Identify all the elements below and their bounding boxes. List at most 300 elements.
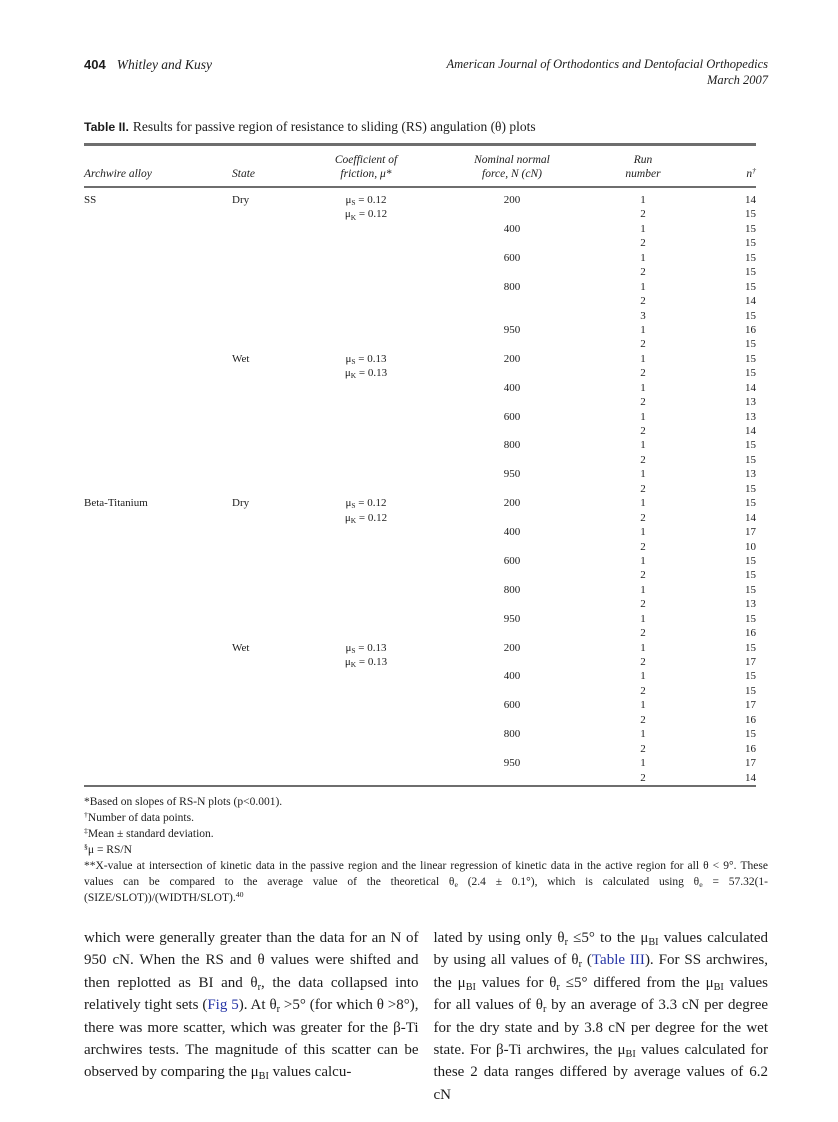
cell-n: 15: [745, 453, 756, 466]
cell-alloy: [84, 366, 232, 380]
cell-coefficient: [300, 395, 432, 409]
cell-run: 1: [640, 251, 646, 264]
cell-alloy: [84, 280, 232, 294]
cell-state: [232, 669, 300, 683]
table-row: [84, 467, 756, 481]
cell-run: 2: [640, 208, 646, 221]
footnotes: [84, 794, 768, 906]
cell-n: 16: [745, 627, 756, 640]
cell-coefficient: [300, 309, 432, 323]
cell-n: 16: [745, 323, 756, 336]
cell-n: 14: [745, 511, 756, 524]
cell-n: 15: [745, 684, 756, 697]
cell-coefficient: [300, 280, 432, 294]
cell-alloy: [84, 410, 232, 424]
running-head-left: [84, 57, 212, 73]
cell-alloy: [84, 395, 232, 409]
table-row: [84, 366, 756, 380]
cell-n: 17: [745, 526, 756, 539]
cell-run: 2: [640, 367, 646, 380]
cell-force: 600: [503, 410, 521, 423]
cell-run: 2: [640, 266, 646, 279]
cell-n: 17: [745, 656, 756, 668]
cell-coefficient: [300, 568, 432, 582]
table-row: [84, 698, 756, 712]
cell-run: 1: [640, 757, 646, 770]
cell-alloy: Beta-Titanium: [84, 497, 148, 510]
cell-n: 15: [745, 482, 756, 495]
cell-alloy: [84, 684, 232, 698]
cell-run: 2: [640, 396, 646, 409]
cell-n: 15: [745, 612, 756, 625]
cell-coefficient: [300, 669, 432, 683]
cell-alloy: [84, 323, 232, 337]
cell-coefficient: [300, 583, 432, 597]
cell-coefficient: [300, 597, 432, 611]
cell-force: 600: [503, 699, 521, 712]
cell-n: 14: [745, 771, 756, 784]
running-head: [84, 57, 768, 88]
cell-state: [232, 713, 300, 727]
cell-n: 14: [745, 194, 756, 206]
cell-n: 15: [745, 554, 756, 567]
cell-state: [232, 482, 300, 496]
cell-run: 1: [640, 554, 646, 567]
table-row: [84, 187, 756, 207]
cell-n: 15: [745, 569, 756, 582]
cell-coefficient: [300, 222, 432, 236]
cell-coefficient: [300, 236, 432, 250]
table-row: [84, 496, 756, 510]
footnote: †Number of data points.: [84, 810, 194, 824]
table-row: [84, 655, 756, 669]
table-row: [84, 309, 756, 323]
cell-alloy: [84, 251, 232, 265]
footnote: *Based on slopes of RS-N plots (p<0.001).: [84, 795, 283, 808]
table-row: [84, 583, 756, 597]
cell-state: [232, 525, 300, 539]
cell-force: [432, 395, 592, 409]
cell-coefficient: $\mu_K = 0.13$: [344, 367, 388, 381]
table-row: [84, 540, 756, 554]
cell-run: 1: [640, 323, 646, 336]
table-row: [84, 482, 756, 496]
table-body: [84, 187, 756, 786]
cell-n: 15: [745, 583, 756, 596]
cell-state: [232, 410, 300, 424]
table-row: [84, 251, 756, 265]
cell-alloy: [84, 698, 232, 712]
cell-n: 15: [745, 251, 756, 264]
cell-state: [232, 568, 300, 582]
cell-coefficient: $\mu_S = 0.13$: [345, 641, 387, 655]
cell-coefficient: [300, 424, 432, 438]
cell-alloy: [84, 626, 232, 640]
cell-n: 14: [745, 381, 756, 394]
results-table: [84, 143, 756, 787]
table-row: [84, 626, 756, 640]
cell-state: [232, 727, 300, 741]
cell-coefficient: [300, 453, 432, 467]
table-row: [84, 511, 756, 525]
cell-alloy: [84, 453, 232, 467]
cell-alloy: [84, 713, 232, 727]
cell-alloy: [84, 742, 232, 756]
cell-run: 1: [640, 280, 646, 293]
cell-alloy: [84, 467, 232, 481]
col-header-n: n†: [694, 145, 756, 188]
table-row: [84, 453, 756, 467]
table-row: [84, 294, 756, 308]
cell-state: [232, 612, 300, 626]
cell-coefficient: [300, 251, 432, 265]
cell-force: 400: [503, 381, 521, 394]
cell-n: 15: [745, 367, 756, 380]
cell-run: 1: [640, 468, 646, 481]
cell-state: [232, 366, 300, 380]
table-row: [84, 438, 756, 452]
crossref-link[interactable]: Fig 5: [207, 997, 239, 1014]
cell-coefficient: [300, 438, 432, 452]
cell-state: Dry: [232, 194, 250, 206]
cell-state: Wet: [232, 641, 250, 654]
cell-force: [432, 742, 592, 756]
cell-state: [232, 323, 300, 337]
cell-coefficient: [300, 756, 432, 770]
col-header-run-number: Run number: [592, 145, 694, 188]
cell-state: [232, 540, 300, 554]
cell-run: 1: [640, 699, 646, 712]
cell-coefficient: [300, 698, 432, 712]
cell-alloy: [84, 438, 232, 452]
body-column-left: which were generally greater than the data for an N of 950 cN. When the RS and θ values were shifted and then replotted as BI and $\theta_r$, the data collapsed into relatively tight sets (Fig 5). At $\theta_r >5^\circ$ (for which θ >8°), there was more scatter, which was greater for the β-Ti archwires tests. The magnitude of this scatter can be observed by comparing the $\mu_{BI}$ values calcu-: [84, 929, 419, 1083]
cell-force: [432, 366, 592, 380]
cell-state: [232, 294, 300, 308]
cell-alloy: [84, 352, 232, 366]
cell-run: 2: [640, 511, 646, 524]
cell-coefficient: [300, 713, 432, 727]
body-column-right: lated by using only $\theta_r \le 5^\circ$ to the $\mu_{BI}$ values calculated by using all values of $\theta_r$ (Table III). For SS archwires, the $\mu_{BI}$ values for $\theta_r \le 5^\circ$ differed from the $\mu_{BI}$ values for all values of $\theta_r$ by an average of 3.3 cN per degree for the dry state and by 3.8 cN per degree for the wet state. For β-Ti archwires, the $\mu_{BI}$ values calculated for these 2 data ranges differed by average values of 6.2 cN: [433, 929, 769, 1103]
cell-n: 13: [745, 396, 756, 409]
table-row: [84, 597, 756, 611]
cell-alloy: [84, 727, 232, 741]
table-row: [84, 381, 756, 395]
cell-run: 2: [640, 540, 646, 553]
cell-n: 17: [745, 757, 756, 770]
cell-coefficient: [300, 381, 432, 395]
cell-run: 2: [640, 482, 646, 495]
table-row: [84, 727, 756, 741]
cell-coefficient: [300, 771, 432, 786]
cell-n: 15: [745, 309, 756, 322]
cell-run: 1: [640, 410, 646, 423]
cell-n: 15: [745, 280, 756, 293]
cell-n: 13: [745, 468, 756, 481]
cell-coefficient: [300, 323, 432, 337]
cell-state: [232, 251, 300, 265]
cell-run: 2: [640, 684, 646, 697]
cell-state: [232, 236, 300, 250]
running-authors: Whitley and Kusy: [116, 57, 212, 72]
cell-n: 14: [745, 425, 756, 437]
cell-force: 400: [503, 670, 521, 683]
cell-alloy: [84, 207, 232, 221]
table-row: [84, 525, 756, 539]
table-row: [84, 337, 756, 351]
cell-run: 2: [640, 569, 646, 582]
table-row: [84, 410, 756, 424]
col-header-nominal-normal-force: Nominal normal force, N (cN): [432, 145, 592, 188]
cell-coefficient: [300, 410, 432, 424]
table-row: [84, 265, 756, 279]
cell-alloy: [84, 511, 232, 525]
cell-run: 1: [640, 583, 646, 596]
cell-alloy: [84, 756, 232, 770]
table-row: [84, 352, 756, 366]
cell-state: [232, 453, 300, 467]
cell-n: 15: [745, 237, 756, 250]
cell-state: [232, 597, 300, 611]
cell-state: [232, 265, 300, 279]
cell-coefficient: $\mu_S = 0.12$: [345, 194, 387, 208]
cell-force: 400: [503, 222, 521, 235]
cell-force: [432, 207, 592, 221]
cell-coefficient: [300, 294, 432, 308]
cell-run: 2: [640, 742, 646, 755]
cell-state: [232, 424, 300, 438]
cell-state: [232, 756, 300, 770]
table-row: [84, 222, 756, 236]
table-title-text: Results for passive region of resistance to sliding (RS) angulation (θ) plots: [132, 119, 536, 134]
cell-force: [432, 424, 592, 438]
cell-run: 2: [640, 453, 646, 466]
table-row: [84, 756, 756, 770]
crossref-link[interactable]: Table III: [591, 952, 645, 969]
footnote: **X-value at intersection of kinetic data in the passive region and the linear regression of kinetic data in the active region for all θ < 9°. These values can be compared to the average value of the theoretical $\theta_e$ (2.4 ± 0.1°), which is calculated using $\theta_e$ = 57.32(1-(SIZE/SLOT))/(WIDTH/SLOT).$^{40}$: [84, 859, 768, 904]
cell-n: 13: [745, 598, 756, 611]
table-row: [84, 612, 756, 626]
cell-alloy: [84, 381, 232, 395]
cell-state: [232, 207, 300, 221]
page-number: 404: [84, 57, 106, 72]
cell-state: [232, 511, 300, 525]
table-caption: [84, 119, 768, 135]
cell-force: [432, 453, 592, 467]
cell-coefficient: [300, 612, 432, 626]
cell-force: [432, 337, 592, 351]
col-header-archwire-alloy: Archwire alloy: [84, 145, 232, 188]
cell-state: [232, 554, 300, 568]
table-row: [84, 742, 756, 756]
cell-run: 2: [640, 771, 646, 784]
cell-force: 800: [503, 728, 521, 741]
cell-state: [232, 583, 300, 597]
col-header-state: State: [232, 145, 300, 188]
cell-state: [232, 381, 300, 395]
table-row: [84, 424, 756, 438]
cell-run: 3: [640, 309, 646, 322]
cell-run: 2: [640, 713, 646, 726]
cell-coefficient: [300, 525, 432, 539]
cell-coefficient: $\mu_S = 0.12$: [345, 497, 387, 511]
cell-alloy: [84, 294, 232, 308]
cell-alloy: [84, 655, 232, 669]
cell-state: [232, 626, 300, 640]
cell-force: 950: [503, 757, 521, 770]
cell-alloy: [84, 236, 232, 250]
cell-n: 15: [745, 497, 756, 510]
cell-force: 800: [503, 583, 521, 596]
cell-state: [232, 742, 300, 756]
table-row: [84, 641, 756, 655]
cell-alloy: [84, 424, 232, 438]
cell-state: [232, 395, 300, 409]
cell-force: 200: [503, 352, 521, 365]
footnote: §μ = RS/N: [84, 842, 132, 856]
cell-state: [232, 698, 300, 712]
cell-n: 14: [745, 295, 756, 308]
cell-force: 950: [503, 612, 521, 625]
cell-force: [432, 511, 592, 525]
table-row: [84, 684, 756, 698]
cell-n: 15: [745, 266, 756, 279]
cell-force: [432, 236, 592, 250]
table-row: [84, 771, 756, 786]
cell-coefficient: $\mu_K = 0.13$: [344, 656, 388, 670]
cell-alloy: [84, 540, 232, 554]
cell-force: 800: [503, 280, 521, 293]
cell-n: 16: [745, 742, 756, 755]
cell-state: [232, 467, 300, 481]
cell-coefficient: $\mu_S = 0.13$: [345, 352, 387, 366]
cell-coefficient: [300, 482, 432, 496]
cell-force: 400: [503, 526, 521, 539]
cell-run: 1: [640, 670, 646, 683]
cell-run: 1: [640, 352, 646, 365]
cell-run: 2: [640, 295, 646, 308]
cell-n: 15: [745, 338, 756, 351]
cell-force: [432, 713, 592, 727]
cell-force: [432, 294, 592, 308]
issue-date: March 2007: [707, 72, 768, 87]
cell-alloy: [84, 309, 232, 323]
cell-force: [432, 684, 592, 698]
cell-alloy: [84, 771, 232, 786]
cell-run: 1: [640, 728, 646, 741]
cell-force: 800: [503, 439, 521, 452]
table-row: [84, 713, 756, 727]
cell-force: [432, 482, 592, 496]
cell-run: 2: [640, 237, 646, 250]
table-row: [84, 207, 756, 221]
cell-n: 15: [745, 728, 756, 741]
cell-run: 1: [640, 526, 646, 539]
cell-n: 13: [745, 410, 756, 423]
cell-state: [232, 222, 300, 236]
cell-force: 200: [503, 194, 521, 206]
cell-force: [432, 309, 592, 323]
cell-force: 200: [503, 641, 521, 654]
cell-alloy: [84, 554, 232, 568]
cell-run: 1: [640, 497, 646, 510]
cell-coefficient: [300, 554, 432, 568]
cell-alloy: [84, 337, 232, 351]
cell-coefficient: [300, 467, 432, 481]
cell-run: 1: [640, 222, 646, 235]
cell-n: 15: [745, 352, 756, 365]
cell-alloy: [84, 568, 232, 582]
cell-run: 1: [640, 194, 646, 206]
cell-state: [232, 684, 300, 698]
cell-coefficient: $\mu_K = 0.12$: [344, 511, 388, 525]
cell-n: 15: [745, 439, 756, 452]
cell-force: 200: [503, 497, 521, 510]
cell-force: [432, 540, 592, 554]
cell-n: 15: [745, 641, 756, 654]
cell-state: [232, 337, 300, 351]
cell-state: Wet: [232, 352, 250, 365]
cell-coefficient: [300, 727, 432, 741]
cell-alloy: [84, 482, 232, 496]
cell-alloy: SS: [84, 194, 97, 206]
cell-force: [432, 568, 592, 582]
cell-coefficient: [300, 540, 432, 554]
cell-run: 1: [640, 439, 646, 452]
table-row: [84, 236, 756, 250]
cell-run: 1: [640, 381, 646, 394]
cell-run: 1: [640, 612, 646, 625]
cell-alloy: [84, 525, 232, 539]
cell-force: [432, 771, 592, 786]
cell-coefficient: [300, 742, 432, 756]
table-row: [84, 395, 756, 409]
cell-n: 10: [745, 540, 756, 553]
table-label: Table II.: [84, 120, 129, 134]
cell-force: 950: [503, 323, 521, 336]
cell-n: 15: [745, 208, 756, 221]
running-head-right: [447, 57, 769, 88]
cell-force: [432, 655, 592, 669]
journal-name: American Journal of Orthodontics and Dentofacial Orthopedics: [446, 57, 768, 71]
cell-alloy: [84, 583, 232, 597]
cell-state: [232, 771, 300, 786]
cell-run: 2: [640, 425, 646, 437]
cell-n: 15: [745, 670, 756, 683]
cell-coefficient: [300, 265, 432, 279]
cell-coefficient: [300, 684, 432, 698]
cell-alloy: [84, 669, 232, 683]
cell-state: [232, 309, 300, 323]
cell-state: [232, 655, 300, 669]
cell-run: 2: [640, 338, 646, 351]
cell-n: 17: [745, 699, 756, 712]
cell-alloy: [84, 641, 232, 655]
cell-n: 15: [745, 222, 756, 235]
cell-coefficient: [300, 337, 432, 351]
cell-force: [432, 265, 592, 279]
cell-force: 950: [503, 468, 521, 481]
cell-run: 1: [640, 641, 646, 654]
cell-force: 600: [503, 554, 521, 567]
cell-alloy: [84, 597, 232, 611]
cell-state: Dry: [232, 497, 250, 510]
cell-alloy: [84, 612, 232, 626]
cell-coefficient: $\mu_K = 0.12$: [344, 208, 388, 222]
footnote: ‡Mean ± standard deviation.: [84, 826, 214, 840]
cell-run: 2: [640, 598, 646, 611]
cell-alloy: [84, 265, 232, 279]
cell-run: 2: [640, 656, 646, 668]
